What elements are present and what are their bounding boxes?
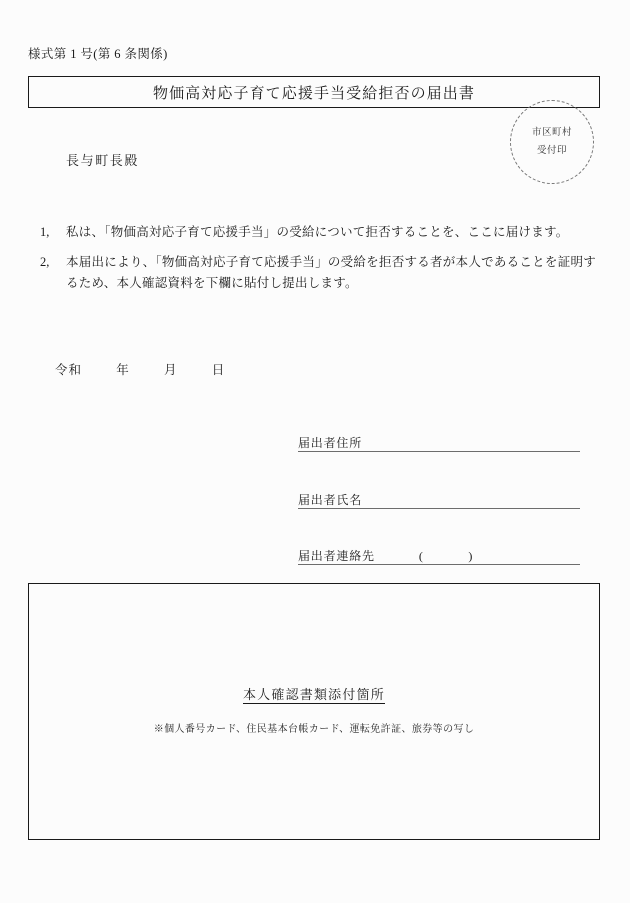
month-unit-label: 月 (164, 363, 178, 377)
applicant-tel-label: 届出者連絡先 (298, 549, 375, 563)
form-number-label: 様式第 1 号(第 6 条関係) (28, 47, 168, 61)
tel-paren-open: ( (418, 549, 424, 563)
date-entry-line[interactable] (55, 360, 225, 378)
attachment-note: ※個人番号カード、住民基本台帳カード、運転免許証、旅券等の写し (153, 724, 475, 735)
attachment-heading-text: 本人確認書類添付箇所 (242, 687, 385, 702)
page-title: 物価高対応子育て応援手当受給拒否の届出書 (152, 85, 475, 102)
tel-area-code-group[interactable] (375, 550, 473, 564)
clause-text: 私は、「物価高対応子育て応援手当」の受給について拒否することを、ここに届けます。 (66, 225, 569, 239)
identity-attachment-box[interactable] (28, 583, 600, 840)
applicant-address-field[interactable] (298, 432, 580, 452)
clause-item (36, 252, 596, 293)
receipt-stamp-line-2: 受付印 (536, 146, 567, 156)
clause-text: 本届出により、「物価高対応子育て応援手当」の受給を拒否する者が本人であることを証明するため、本人確認資料を下欄に貼付し提出します。 (66, 255, 596, 290)
applicant-tel-field[interactable] (298, 545, 580, 565)
clause-marker: 2, (40, 255, 50, 270)
attachment-heading (29, 684, 599, 703)
applicant-address-label: 届出者住所 (298, 436, 363, 450)
receipt-stamp-circle (510, 100, 594, 184)
applicant-name-field[interactable] (298, 489, 580, 509)
year-unit-label: 年 (116, 363, 130, 377)
clause-item (36, 222, 596, 242)
era-label: 令和 (55, 363, 83, 377)
title-box (28, 76, 600, 108)
clause-list (36, 222, 596, 303)
addressee-label: 長与町長殿 (66, 153, 140, 168)
receipt-stamp-line-1: 市区町村 (531, 127, 572, 138)
tel-paren-close: ) (468, 549, 473, 563)
clause-marker: 1, (40, 225, 50, 239)
day-unit-label: 日 (211, 363, 226, 377)
applicant-name-label: 届出者氏名 (298, 493, 363, 507)
